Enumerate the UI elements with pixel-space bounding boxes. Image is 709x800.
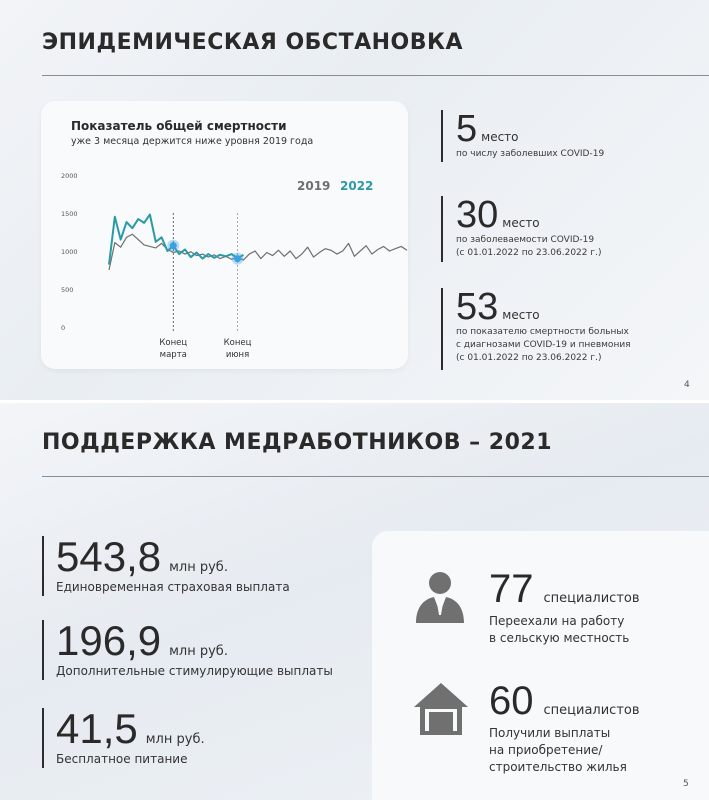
stat-rank-incidence — [441, 196, 601, 262]
marker-dot — [234, 255, 241, 262]
stat-number: 5 — [456, 108, 478, 150]
chart-title: Показатель общей смертности — [71, 119, 287, 133]
stat-description: Единовременная страховая выплата — [56, 580, 290, 594]
stat-description: по числу заболевших COVID-19 — [456, 149, 605, 159]
series-line-2019 — [109, 234, 407, 270]
stat-number: 41,5 — [56, 705, 138, 752]
stat-number: 77 — [489, 567, 534, 611]
stat-description: строительство жилья — [489, 760, 627, 774]
y-tick-label: 1500 — [61, 210, 78, 218]
slide-title: ПОДДЕРЖКА МЕДРАБОТНИКОВ – 2021 — [42, 430, 553, 455]
stat-description: в сельскую местность — [489, 631, 630, 645]
stat-rank-mortality — [441, 288, 631, 370]
stat-unit: место — [502, 308, 540, 322]
page-number: 4 — [684, 380, 690, 390]
y-tick-label: 2000 — [61, 172, 78, 180]
stat-number: 30 — [456, 194, 499, 236]
page-number: 5 — [683, 779, 689, 789]
stat-description: на приобретение/ — [489, 743, 603, 757]
stat-unit: млн руб. — [169, 644, 228, 659]
slide-title: ЭПИДЕМИЧЕСКАЯ ОБСТАНОВКА — [42, 30, 463, 55]
stat-free-meals — [42, 705, 205, 768]
stat-incentive-payments — [42, 617, 333, 680]
stat-unit: млн руб. — [145, 732, 205, 747]
legend-2022: 2022 — [340, 179, 374, 193]
stat-insurance-payment — [42, 533, 290, 596]
slide-medical-support — [0, 403, 709, 800]
stat-description: с диагнозами COVID-19 и пневмония — [456, 340, 631, 350]
y-tick-label: 0 — [61, 324, 66, 332]
marker-label: Конец — [159, 338, 188, 348]
legend-2019: 2019 — [297, 179, 331, 193]
title-divider — [42, 75, 709, 76]
stat-description: Переехали на работу — [489, 614, 625, 628]
stat-description: по заболеваемости COVID-19 — [456, 235, 595, 245]
marker-label: марта — [159, 350, 187, 360]
marker-label: Конец — [223, 338, 252, 348]
chart-subtitle: уже 3 месяца держится ниже уровня 2019 года — [71, 136, 314, 147]
y-tick-label: 1000 — [61, 248, 78, 256]
stat-number: 196,9 — [56, 617, 162, 664]
specialists-card — [372, 531, 709, 800]
marker-label: июня — [225, 350, 250, 360]
mortality-chart-card — [41, 101, 408, 369]
stat-unit: специалистов — [543, 591, 640, 606]
person-icon — [412, 569, 468, 625]
stat-number: 543,8 — [56, 533, 162, 580]
stat-unit: место — [502, 216, 540, 230]
stat-period: (с 01.01.2022 по 23.06.2022 г.) — [456, 248, 602, 258]
y-tick-label: 500 — [61, 286, 74, 294]
stat-description: Бесплатное питание — [56, 752, 188, 766]
stat-number: 53 — [456, 286, 499, 328]
stat-unit: млн руб. — [169, 560, 228, 575]
stat-description: Дополнительные стимулирующие выплаты — [56, 664, 333, 678]
stat-number: 60 — [489, 679, 534, 723]
stat-description: по показателю смертности больных — [456, 327, 629, 337]
stat-description: Получили выплаты — [489, 726, 611, 740]
stat-period: (с 01.01.2022 по 23.06.2022 г.) — [456, 353, 602, 363]
title-divider — [42, 476, 709, 477]
stat-unit: место — [481, 130, 519, 144]
marker-dot — [170, 242, 177, 249]
stat-unit: специалистов — [543, 703, 640, 718]
house-icon — [412, 681, 470, 737]
stat-rank-cases — [441, 110, 604, 162]
